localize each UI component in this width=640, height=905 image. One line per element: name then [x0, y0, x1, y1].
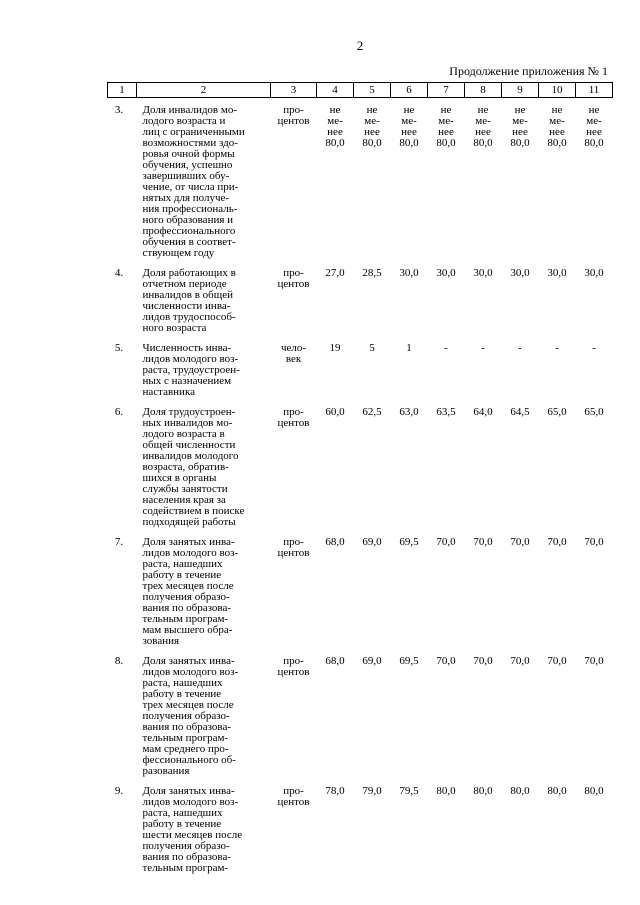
value-line: 78,0	[325, 785, 345, 797]
indicator-name-line: раста, нашедших	[142, 558, 223, 570]
value-cell-col-5	[354, 400, 391, 530]
indicator-name-line: обучения, успешно	[142, 159, 233, 171]
indicator-name-line: Доля работающих в	[142, 267, 236, 279]
row-number: 9.	[114, 785, 124, 797]
value-cell-col-9	[502, 779, 539, 876]
indicator-name-line: нятых для получе-	[142, 192, 230, 204]
unit-of-measure	[271, 530, 317, 649]
value-cell-col-11	[576, 530, 613, 649]
value-cell-col-10	[539, 530, 576, 649]
value-line: нее	[586, 126, 602, 138]
value-line: 19	[329, 342, 341, 354]
indicator-name-line: завершивших обу-	[142, 170, 230, 182]
value-cell-col-5	[354, 98, 391, 262]
appendix-continuation-label: Продолжение приложения № 1	[449, 64, 608, 78]
value-line: 64,0	[473, 406, 493, 418]
indicator-name-line: ствующем году	[142, 247, 215, 259]
indicator-name	[137, 649, 271, 779]
value-line: 70,0	[436, 536, 456, 548]
unit-line: про-	[283, 267, 304, 279]
value-line: 80,0	[325, 137, 345, 149]
indicator-name-line: населения края за	[142, 494, 226, 506]
value-line: 69,0	[362, 655, 382, 667]
value-cell-col-5	[354, 530, 391, 649]
indicator-name-line: вания по образова-	[142, 721, 232, 733]
indicator-name-line: Доля инвалидов мо-	[142, 104, 237, 116]
header-cell-5: 5	[354, 83, 391, 98]
value-line: нее	[475, 126, 491, 138]
value-cell-col-4	[317, 779, 354, 876]
indicator-name	[137, 261, 271, 336]
indicator-name-line: работу в течение	[142, 569, 222, 581]
value-line: не	[477, 104, 489, 116]
value-cell-col-7	[428, 336, 465, 400]
table-row	[108, 779, 613, 876]
value-line: 80,0	[584, 137, 604, 149]
value-cell-col-5	[354, 336, 391, 400]
value-line: 64,5	[510, 406, 530, 418]
indicator-name-line: шихся в органы	[142, 472, 217, 484]
value-cell-col-7	[428, 530, 465, 649]
indicator-name-line: лодого возраста в	[142, 428, 225, 440]
row-number: 3.	[114, 104, 124, 116]
value-line: 80,0	[584, 785, 604, 797]
value-line: ме-	[512, 115, 528, 127]
table-header	[108, 83, 613, 98]
value-line: 80,0	[510, 137, 530, 149]
indicator-name-line: разования	[142, 765, 190, 777]
indicator-name	[137, 336, 271, 400]
value-cell-col-8	[465, 649, 502, 779]
value-line: 80,0	[399, 137, 419, 149]
value-cell-col-11	[576, 649, 613, 779]
value-line: 63,5	[436, 406, 456, 418]
value-line: 70,0	[547, 536, 567, 548]
indicator-name-line: лидов молодого воз-	[142, 547, 239, 559]
value-cell-col-6	[391, 779, 428, 876]
value-cell-col-6	[391, 400, 428, 530]
header-cell-9: 9	[502, 83, 539, 98]
value-line: 69,5	[399, 655, 419, 667]
value-cell-col-10	[539, 400, 576, 530]
indicator-name-line: зования	[142, 635, 180, 647]
value-line: 30,0	[473, 267, 493, 279]
value-cell-col-4	[317, 98, 354, 262]
value-cell-col-6	[391, 530, 428, 649]
value-cell-col-10	[539, 261, 576, 336]
value-cell-col-9	[502, 400, 539, 530]
unit-line: центов	[277, 115, 310, 127]
indicator-name-line: трех месяцев после	[142, 580, 234, 592]
value-line: 65,0	[584, 406, 604, 418]
value-cell-col-11	[576, 261, 613, 336]
value-line: 80,0	[547, 785, 567, 797]
header-cell-10: 10	[539, 83, 576, 98]
value-line: 30,0	[510, 267, 530, 279]
unit-line: чело-	[280, 342, 307, 354]
value-line: ме-	[364, 115, 380, 127]
value-cell-col-6	[391, 98, 428, 262]
indicator-name-line: отчетном периоде	[142, 278, 227, 290]
value-line: 80,0	[436, 137, 456, 149]
value-cell-col-9	[502, 336, 539, 400]
value-line: 70,0	[510, 536, 530, 548]
value-line: -	[444, 342, 448, 354]
header-cell-11: 11	[576, 83, 613, 98]
indicator-name-line: профессионального	[142, 225, 236, 237]
header-cell-2: 2	[137, 83, 271, 98]
unit-of-measure	[271, 400, 317, 530]
value-line: 70,0	[436, 655, 456, 667]
value-cell-col-11	[576, 336, 613, 400]
value-cell-col-10	[539, 98, 576, 262]
value-line: 80,0	[362, 137, 382, 149]
value-cell-col-7	[428, 400, 465, 530]
value-cell-col-11	[576, 98, 613, 262]
indicator-name-line: ных инвалидов мо-	[142, 417, 233, 429]
indicator-name-line: лидов молодого воз-	[142, 353, 239, 365]
indicator-name-line: возраста, обратив-	[142, 461, 229, 473]
value-cell-col-4	[317, 530, 354, 649]
value-cell-col-8	[465, 530, 502, 649]
value-cell-col-11	[576, 400, 613, 530]
value-line: не	[403, 104, 415, 116]
value-line: 65,0	[547, 406, 567, 418]
value-line: не	[588, 104, 600, 116]
table-body	[108, 98, 613, 877]
value-line: 70,0	[473, 536, 493, 548]
value-line: 68,0	[325, 536, 345, 548]
table-row	[108, 530, 613, 649]
table-row	[108, 98, 613, 262]
indicator-name-line: фессионального об-	[142, 754, 236, 766]
indicator-name-line: тельным програм-	[142, 613, 229, 625]
value-cell-col-5	[354, 649, 391, 779]
row-number: 6.	[114, 406, 124, 418]
value-line: ме-	[438, 115, 454, 127]
value-cell-col-8	[465, 261, 502, 336]
indicator-name-line: ного возраста	[142, 322, 207, 334]
indicator-name-line: Численность инва-	[142, 342, 232, 354]
value-line: 80,0	[547, 137, 567, 149]
indicator-name-line: лидов молодого воз-	[142, 796, 239, 808]
value-cell-col-4	[317, 649, 354, 779]
indicator-name	[137, 98, 271, 262]
unit-line: про-	[283, 104, 304, 116]
value-cell-col-5	[354, 779, 391, 876]
value-cell-col-9	[502, 261, 539, 336]
value-line: 68,0	[325, 655, 345, 667]
value-cell-col-7	[428, 261, 465, 336]
value-cell-col-11	[576, 779, 613, 876]
indicator-name-line: работу в течение	[142, 688, 222, 700]
value-line: нее	[327, 126, 343, 138]
indicator-name-line: общей численности	[142, 439, 236, 451]
value-cell-col-6	[391, 649, 428, 779]
value-line: не	[551, 104, 563, 116]
value-line: не	[366, 104, 378, 116]
value-line: нее	[549, 126, 565, 138]
value-line: не	[329, 104, 341, 116]
indicator-name-line: инвалидов в общей	[142, 289, 233, 301]
header-cell-4: 4	[317, 83, 354, 98]
unit-line: центов	[277, 547, 310, 559]
value-cell-col-7	[428, 649, 465, 779]
indicator-name-line: инвалидов молодого	[142, 450, 239, 462]
value-cell-col-9	[502, 98, 539, 262]
value-line: ме-	[586, 115, 602, 127]
indicator-name-line: получения образо-	[142, 840, 230, 852]
value-line: 80,0	[473, 137, 493, 149]
value-line: нее	[364, 126, 380, 138]
row-number: 4.	[114, 267, 124, 279]
value-line: нее	[438, 126, 454, 138]
value-line: не	[514, 104, 526, 116]
unit-line: век	[285, 353, 302, 365]
value-line: 63,0	[399, 406, 419, 418]
value-cell-col-7	[428, 779, 465, 876]
value-cell-col-9	[502, 649, 539, 779]
indicator-name-line: Доля занятых инва-	[142, 785, 235, 797]
indicator-name-line: лидов молодого воз-	[142, 666, 239, 678]
indicator-name-line: службы занятости	[142, 483, 228, 495]
indicator-name-line: получения образо-	[142, 591, 230, 603]
indicator-name-line: Доля трудоустроен-	[142, 406, 236, 418]
value-cell-col-8	[465, 336, 502, 400]
value-line: 70,0	[510, 655, 530, 667]
indicator-name-line: раста, нашедших	[142, 677, 223, 689]
row-number: 7.	[114, 536, 124, 548]
value-line: -	[592, 342, 596, 354]
unit-line: центов	[277, 666, 310, 678]
unit-line: про-	[283, 536, 304, 548]
indicator-name-line: мам среднего про-	[142, 743, 229, 755]
value-line: -	[481, 342, 485, 354]
value-line: 69,0	[362, 536, 382, 548]
value-line: нее	[512, 126, 528, 138]
value-line: 30,0	[399, 267, 419, 279]
indicator-name-line: численности инва-	[142, 300, 231, 312]
header-cell-3: 3	[271, 83, 317, 98]
value-cell-col-5	[354, 261, 391, 336]
indicator-name	[137, 530, 271, 649]
value-cell-col-10	[539, 336, 576, 400]
indicator-name-line: лодого возраста и	[142, 115, 226, 127]
value-line: 30,0	[436, 267, 456, 279]
value-cell-col-7	[428, 98, 465, 262]
header-cell-1: 1	[108, 83, 137, 98]
indicator-name-line: вания по образова-	[142, 602, 232, 614]
value-line: 80,0	[510, 785, 530, 797]
value-cell-col-8	[465, 400, 502, 530]
indicator-name-line: обучения в соответ-	[142, 236, 236, 248]
indicator-name	[137, 400, 271, 530]
header-cell-6: 6	[391, 83, 428, 98]
value-line: -	[518, 342, 522, 354]
header-cell-8: 8	[465, 83, 502, 98]
indicator-name-line: шести месяцев после	[142, 829, 243, 841]
unit-of-measure	[271, 336, 317, 400]
unit-line: центов	[277, 417, 310, 429]
value-line: 60,0	[325, 406, 345, 418]
value-line: 80,0	[473, 785, 493, 797]
value-line: 5	[369, 342, 375, 354]
value-cell-col-6	[391, 336, 428, 400]
indicator-name-line: ровья очной формы	[142, 148, 235, 160]
value-cell-col-4	[317, 336, 354, 400]
value-cell-col-4	[317, 400, 354, 530]
indicator-name-line: вания по образова-	[142, 851, 232, 863]
header-cell-7: 7	[428, 83, 465, 98]
unit-line: про-	[283, 406, 304, 418]
value-line: 30,0	[547, 267, 567, 279]
table-row	[108, 336, 613, 400]
unit-of-measure	[271, 98, 317, 262]
page-number: 2	[356, 38, 364, 53]
unit-line: про-	[283, 785, 304, 797]
indicator-name-line: работу в течение	[142, 818, 222, 830]
indicator-name-line: получения образо-	[142, 710, 230, 722]
indicators-table	[107, 82, 613, 876]
value-cell-col-10	[539, 779, 576, 876]
indicator-name-line: мам высшего обра-	[142, 624, 233, 636]
value-line: 69,5	[399, 536, 419, 548]
row-number: 8.	[114, 655, 124, 667]
value-cell-col-6	[391, 261, 428, 336]
value-line: 62,5	[362, 406, 382, 418]
value-line: ме-	[327, 115, 343, 127]
indicator-name-line: лиц с ограниченными	[142, 126, 245, 138]
value-line: нее	[401, 126, 417, 138]
value-cell-col-4	[317, 261, 354, 336]
value-line: 80,0	[436, 785, 456, 797]
indicator-name-line: Доля занятых инва-	[142, 655, 235, 667]
value-line: 79,0	[362, 785, 382, 797]
indicator-name-line: ния профессиональ-	[142, 203, 238, 215]
table-row	[108, 400, 613, 530]
indicator-name-line: Доля занятых инва-	[142, 536, 235, 548]
indicator-name-line: чение, от числа при-	[142, 181, 239, 193]
value-line: 30,0	[584, 267, 604, 279]
indicator-name-line: трех месяцев после	[142, 699, 234, 711]
indicator-name-line: подходящей работы	[142, 516, 236, 528]
value-line: не	[440, 104, 452, 116]
value-line: ме-	[401, 115, 417, 127]
indicator-name-line: тельным програм-	[142, 862, 229, 874]
indicator-name-line: раста, трудоустроен-	[142, 364, 240, 376]
unit-of-measure	[271, 261, 317, 336]
unit-of-measure	[271, 649, 317, 779]
value-line: 28,5	[362, 267, 382, 279]
unit-line: центов	[277, 278, 310, 290]
indicator-name-line: содействием в поиске	[142, 505, 245, 517]
value-line: 1	[406, 342, 412, 354]
value-line: 27,0	[325, 267, 345, 279]
value-line: ме-	[475, 115, 491, 127]
value-line: 70,0	[473, 655, 493, 667]
value-line: -	[555, 342, 559, 354]
value-line: 70,0	[584, 655, 604, 667]
indicator-name-line: ных с назначением	[142, 375, 232, 387]
value-line: 79,5	[399, 785, 419, 797]
table-row	[108, 261, 613, 336]
value-line: ме-	[549, 115, 565, 127]
indicator-name-line: наставника	[142, 386, 196, 398]
unit-line: про-	[283, 655, 304, 667]
indicator-name-line: тельным програм-	[142, 732, 229, 744]
value-cell-col-8	[465, 98, 502, 262]
indicator-name-line: возможностями здо-	[142, 137, 238, 149]
value-cell-col-9	[502, 530, 539, 649]
header-row	[108, 83, 613, 98]
unit-of-measure	[271, 779, 317, 876]
table-row	[108, 649, 613, 779]
unit-line: центов	[277, 796, 310, 808]
row-number: 5.	[114, 342, 124, 354]
indicator-name	[137, 779, 271, 876]
indicator-name-line: лидов трудоспособ-	[142, 311, 236, 323]
value-cell-col-10	[539, 649, 576, 779]
indicator-name-line: ного образования и	[142, 214, 234, 226]
indicator-name-line: раста, нашедших	[142, 807, 223, 819]
value-line: 70,0	[584, 536, 604, 548]
value-line: 70,0	[547, 655, 567, 667]
value-cell-col-8	[465, 779, 502, 876]
